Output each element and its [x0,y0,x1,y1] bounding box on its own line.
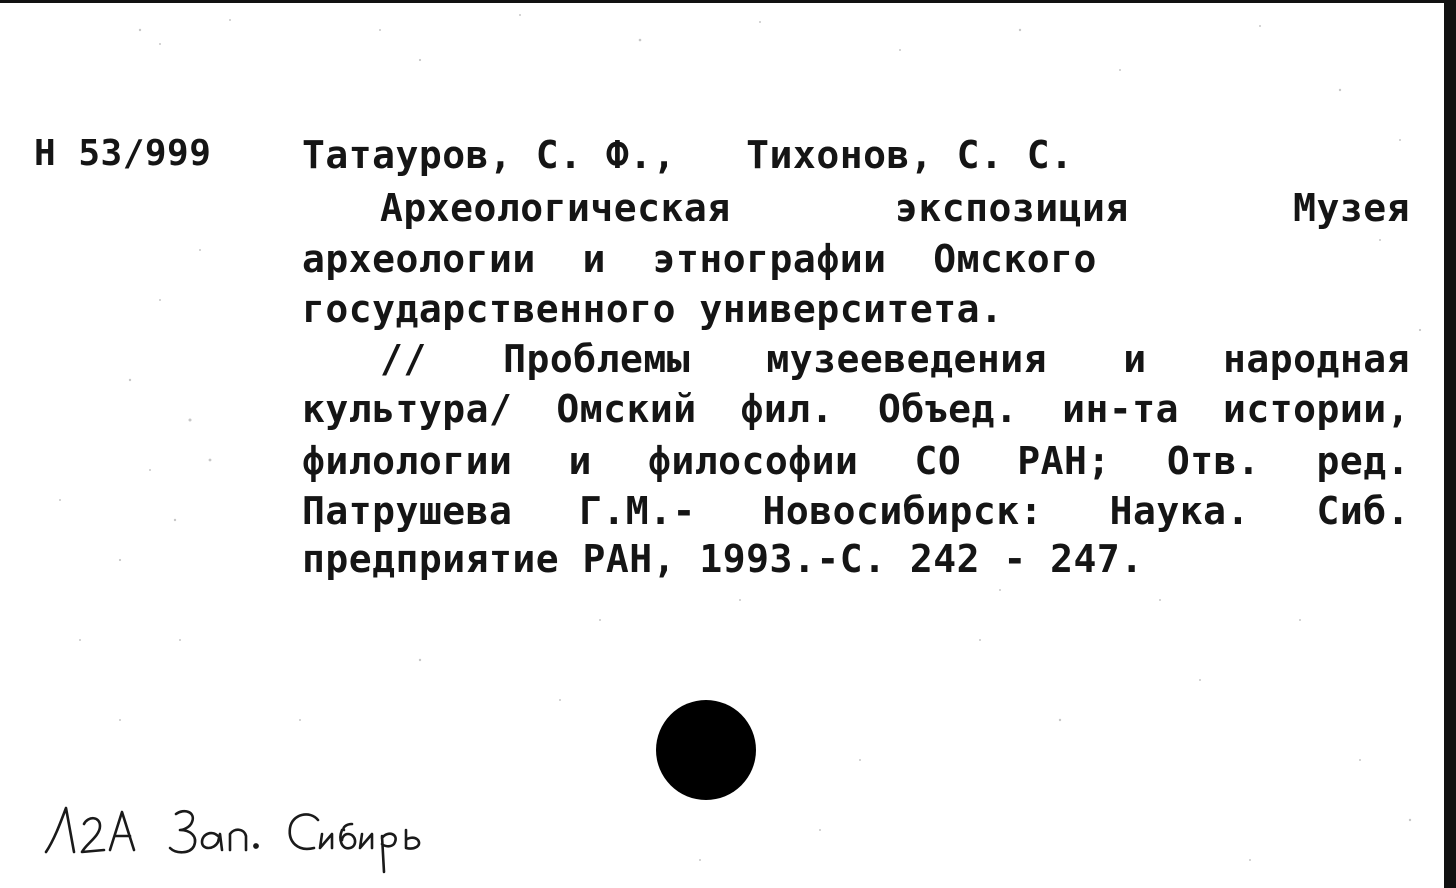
source-line-5: предприятие РАН, 1993.-С. 242 - 247. [302,537,1144,581]
handwritten-note [30,790,510,880]
card-punch-hole [656,700,756,800]
source-line-4: Патрушева Г.М.- Новосибирск: Наука. Сиб. [302,489,1410,533]
source-line-1: // Проблемы музееведения и народная [380,337,1410,381]
title-line-2: археологии и этнографии Омского [302,237,1097,281]
authors-line: Татауров, С. Ф., Тихонов, С. С. [302,133,1074,177]
call-number: Н 53/999 [34,133,212,174]
source-line-2: культура/ Омский фил. Объед. ин-та истории, [302,387,1410,431]
card-right-edge [1444,0,1456,888]
card-top-edge [0,0,1456,3]
source-line-3: филологии и философии СО РАН; Отв. ред. [302,439,1410,483]
title-line-3: государственного университета. [302,287,1004,331]
title-line-1: Археологическая экспозиция Музея [380,186,1410,230]
